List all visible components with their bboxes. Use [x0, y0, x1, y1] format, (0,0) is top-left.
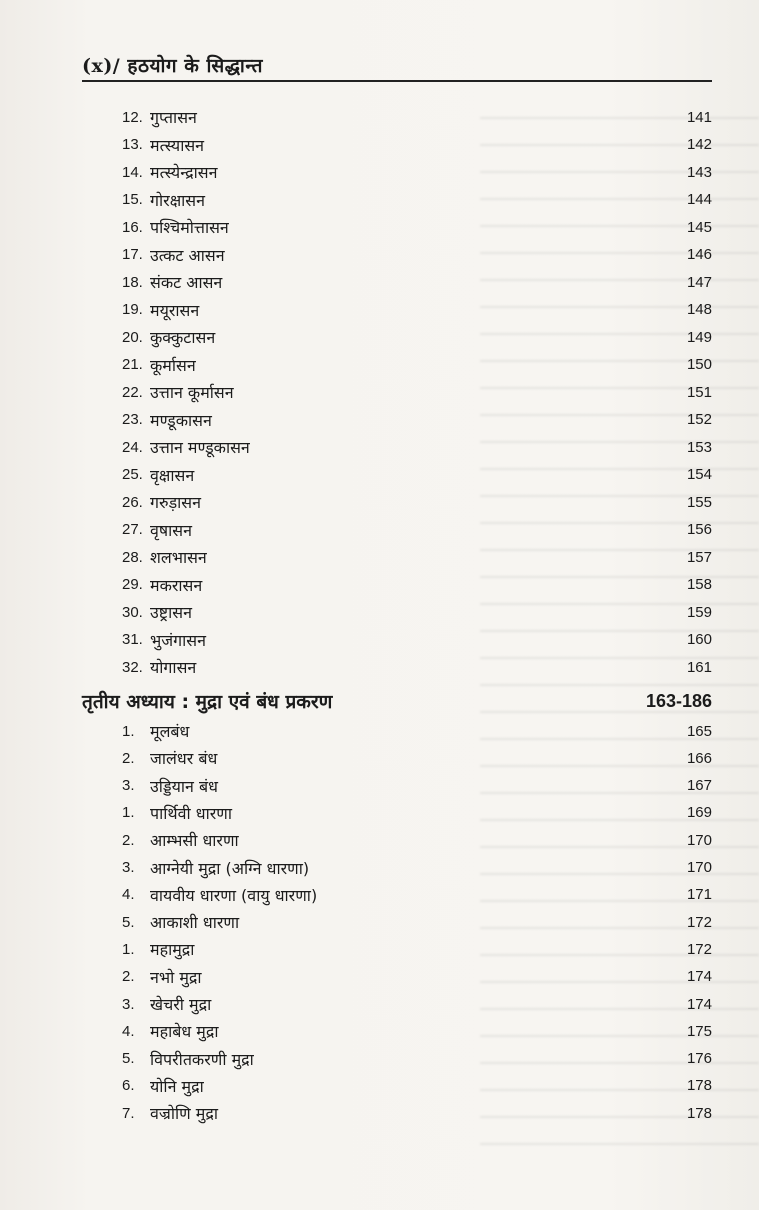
entry-page-number: 146: [686, 246, 712, 263]
entry-title: वज्रोणि मुद्रा: [150, 1104, 218, 1124]
toc-entry: [122, 407, 712, 433]
entry-page-number: 172: [686, 913, 712, 931]
entry-title: जालंधर बंध: [150, 749, 218, 769]
entry-page-number: 170: [686, 859, 712, 876]
entry-number: 20.: [122, 328, 143, 346]
toc-entry: [122, 269, 712, 295]
entry-title: गोरक्षासन: [150, 190, 206, 210]
entry-page-number: 166: [686, 749, 712, 767]
entry-number: 21.: [122, 356, 143, 373]
toc-entry: [122, 544, 712, 570]
toc-entry: [122, 773, 712, 799]
entry-page-number: 141: [686, 108, 712, 126]
toc-entry: [122, 909, 712, 935]
toc-entry: [122, 187, 712, 213]
entry-title: संकट आसन: [150, 273, 223, 292]
entry-title: मूलबंध: [150, 722, 190, 741]
entry-title: कुक्कुटासन: [150, 328, 216, 347]
entry-page-number: 171: [686, 886, 712, 904]
entry-page-number: 143: [686, 163, 712, 181]
entry-number: 23.: [122, 411, 143, 428]
entry-number: 28.: [122, 548, 143, 566]
entry-page-number: 159: [686, 603, 712, 621]
entry-number: 32.: [122, 658, 143, 676]
entry-title: वृक्षासन: [150, 465, 195, 485]
toc-entry: [122, 718, 712, 744]
toc-entry: [122, 827, 712, 853]
entry-number: 25.: [122, 466, 143, 483]
entry-title: आम्भसी धारणा: [150, 831, 239, 851]
toc-entry: [122, 489, 712, 515]
entry-page-number: 170: [686, 831, 712, 849]
entry-page-number: 155: [686, 493, 712, 511]
entry-title: पार्थिवी धारणा: [150, 803, 232, 823]
chapter-title: तृतीय अध्याय : मुद्रा एवं बंध प्रकरण: [82, 691, 333, 713]
entry-page-number: 160: [686, 631, 712, 648]
entry-number: 18.: [122, 273, 143, 291]
entry-title: मकरासन: [150, 575, 203, 595]
entry-page-number: 149: [686, 328, 712, 346]
entry-title: भुजंगासन: [150, 630, 206, 650]
toc-entry: [122, 855, 712, 881]
entry-number: 24.: [122, 438, 143, 456]
entry-page-number: 167: [686, 777, 712, 795]
entry-title: गरुड़ासन: [150, 493, 201, 512]
entry-title: उत्तान मण्डूकासन: [150, 438, 250, 457]
entry-number: 15.: [122, 191, 143, 208]
entry-title: योगासन: [150, 658, 197, 677]
entry-number: 1.: [122, 804, 135, 822]
entry-title: उत्तान कूर्मासन: [150, 383, 234, 402]
entry-page-number: 153: [686, 438, 712, 456]
entry-number: 2.: [122, 749, 135, 767]
entry-title: नभो मुद्रा: [150, 967, 202, 987]
toc-entry: [122, 297, 712, 323]
entry-number: 2.: [122, 968, 135, 986]
entry-number: 3.: [122, 859, 135, 876]
toc-entry: [122, 572, 712, 598]
toc-entry: [122, 1046, 712, 1072]
toc-entry: [122, 132, 712, 158]
entry-page-number: 148: [686, 301, 712, 318]
entry-number: 12.: [122, 108, 143, 126]
entry-title: मण्डूकासन: [150, 410, 212, 430]
entry-title: विपरीतकरणी मुद्रा: [150, 1049, 254, 1069]
toc-entry: [122, 936, 712, 962]
toc-entry: [122, 654, 712, 680]
entry-number: 29.: [122, 576, 143, 593]
entry-page-number: 144: [686, 191, 712, 208]
entry-title: मत्स्यासन: [150, 135, 205, 155]
entry-page-number: 151: [686, 383, 712, 401]
toc-entry: [122, 991, 712, 1017]
entry-page-number: 176: [686, 1050, 712, 1068]
toc-entry: [122, 379, 712, 405]
toc-entry: [122, 324, 712, 350]
entry-page-number: 174: [686, 968, 712, 986]
toc-entry: [122, 462, 712, 488]
toc-entry: [122, 599, 712, 625]
entry-title: उड्डियान बंध: [150, 776, 218, 796]
entry-number: 19.: [122, 301, 143, 318]
toc-entry: [122, 1018, 712, 1044]
toc-entry: [122, 104, 712, 130]
entry-title: मयूरासन: [150, 300, 200, 320]
entry-title: गुप्तासन: [150, 108, 197, 127]
entry-title: आकाशी धारणा: [150, 913, 240, 933]
toc-entry: [122, 159, 712, 185]
entry-number: 4.: [122, 886, 135, 904]
entry-page-number: 172: [686, 940, 712, 958]
entry-number: 16.: [122, 218, 143, 236]
entry-page-number: 169: [686, 804, 712, 822]
entry-page-number: 142: [686, 136, 712, 153]
entry-page-number: 178: [686, 1104, 712, 1122]
entry-number: 1.: [122, 722, 135, 740]
entry-page-number: 161: [686, 658, 712, 676]
entry-number: 5.: [122, 1050, 135, 1068]
header-divider: [82, 80, 712, 82]
entry-page-number: 156: [686, 521, 712, 538]
entry-page-number: 165: [686, 722, 712, 740]
entry-title: आग्नेयी मुद्रा (अग्नि धारणा): [150, 858, 310, 878]
entry-title: योनि मुद्रा: [150, 1076, 204, 1096]
entry-title: कूर्मासन: [150, 355, 196, 375]
entry-number: 27.: [122, 521, 143, 538]
entry-number: 4.: [122, 1022, 135, 1040]
toc-entry: [122, 214, 712, 240]
entry-title: मत्स्येन्द्रासन: [150, 163, 218, 182]
toc-entry: [122, 517, 712, 543]
entry-number: 5.: [122, 913, 135, 931]
toc-entry: [122, 627, 712, 653]
entry-page-number: 150: [686, 356, 712, 373]
toc-entry: [122, 882, 712, 908]
entry-number: 14.: [122, 163, 143, 181]
entry-page-number: 147: [686, 273, 712, 291]
entry-title: खेचरी मुद्रा: [150, 995, 212, 1014]
entry-page-number: 175: [686, 1022, 712, 1040]
entry-title: महाबेध मुद्रा: [150, 1022, 219, 1042]
entry-title: वृषासन: [150, 520, 192, 540]
toc-entry: [122, 1100, 712, 1126]
entry-number: 3.: [122, 995, 135, 1013]
entry-page-number: 158: [686, 576, 712, 593]
entry-number: 6.: [122, 1077, 135, 1095]
entry-page-number: 178: [686, 1077, 712, 1095]
entry-number: 2.: [122, 831, 135, 849]
entry-page-number: 157: [686, 548, 712, 566]
running-header: (x)/ हठयोग के सिद्धान्त: [82, 55, 263, 77]
toc-entry: [122, 242, 712, 268]
chapter-heading: [82, 686, 712, 716]
toc-entry: [122, 745, 712, 771]
entry-page-number: 174: [686, 995, 712, 1013]
toc-entry: [122, 1073, 712, 1099]
entry-number: 26.: [122, 493, 143, 511]
entry-number: 31.: [122, 631, 143, 648]
toc-entry: [122, 964, 712, 990]
entry-page-number: 154: [686, 466, 712, 483]
toc-entry: [122, 800, 712, 826]
entry-title: उष्ट्रासन: [150, 603, 192, 622]
chapter-page-range: 163-186: [645, 690, 712, 711]
entry-title: महामुद्रा: [150, 940, 195, 960]
entry-number: 22.: [122, 383, 143, 401]
entry-title: वायवीय धारणा (वायु धारणा): [150, 885, 318, 905]
entry-number: 1.: [122, 940, 135, 958]
entry-page-number: 152: [686, 411, 712, 428]
entry-title: पश्चिमोत्तासन: [150, 218, 229, 237]
entry-number: 7.: [122, 1104, 135, 1122]
entry-title: शलभासन: [150, 548, 207, 567]
entry-title: उत्कट आसन: [150, 245, 225, 265]
entry-number: 13.: [122, 136, 143, 153]
toc-entry: [122, 352, 712, 378]
entry-number: 17.: [122, 246, 143, 263]
entry-number: 3.: [122, 777, 135, 795]
entry-number: 30.: [122, 603, 143, 621]
entry-page-number: 145: [686, 218, 712, 236]
toc-entry: [122, 434, 712, 460]
